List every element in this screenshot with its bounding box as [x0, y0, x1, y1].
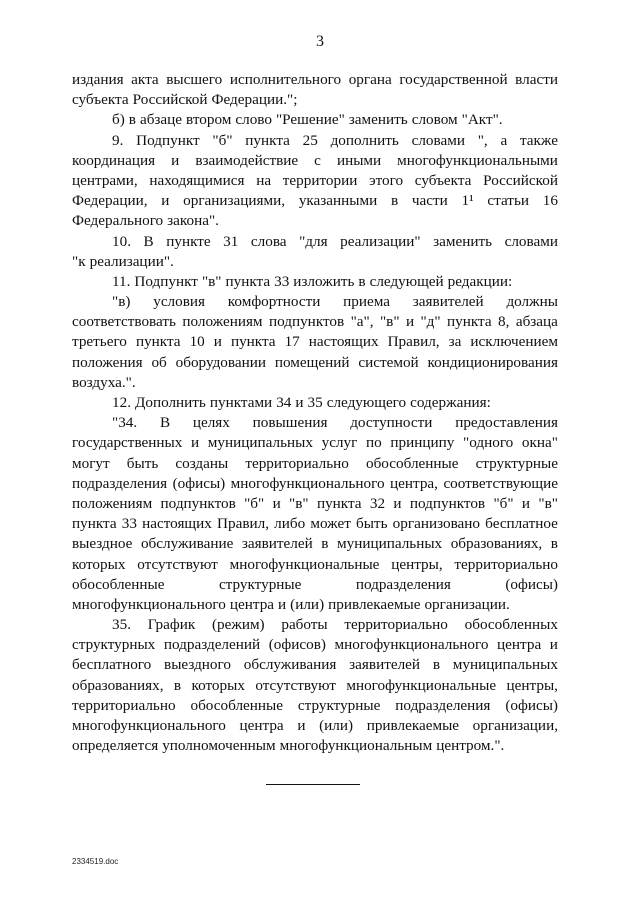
text-word: в — [390, 192, 399, 210]
text-word: дополнить — [330, 131, 399, 149]
text-word: многофункциональными — [397, 151, 558, 169]
text-word: высшего — [166, 71, 223, 88]
text-word: "в" — [538, 494, 558, 512]
text-line — [72, 232, 558, 252]
text-word: и — [297, 717, 306, 734]
text-word: отсутствуют — [137, 555, 218, 573]
text-word: "к — [72, 252, 86, 270]
text-word: выездного — [164, 656, 231, 674]
text-word: (офисов) — [268, 636, 326, 654]
text-line — [72, 575, 558, 595]
text-word: в — [128, 111, 136, 129]
text-line — [72, 736, 558, 756]
text-word: редакции: — [447, 272, 513, 290]
text-line — [72, 353, 558, 373]
text-word: центра, — [390, 474, 438, 492]
text-word: должны — [506, 293, 558, 311]
text-word: может — [310, 515, 351, 533]
text-word: с — [314, 151, 321, 169]
text-word: помещений — [274, 353, 350, 371]
text-word: словами — [411, 131, 465, 149]
text-word: настоящих — [308, 333, 379, 351]
text-word: многофункциональные — [229, 555, 380, 573]
text-word: определяется — [72, 737, 159, 755]
text-word: услуг — [321, 434, 358, 452]
text-word: (режим) — [211, 616, 265, 634]
text-word: структурные — [218, 575, 302, 593]
text-word: Российской — [132, 91, 208, 109]
text-word: в — [358, 272, 366, 290]
text-word: слово — [235, 111, 272, 129]
text-line — [72, 171, 558, 191]
text-line — [72, 494, 558, 514]
text-word: работы — [281, 616, 328, 634]
text-word: закона". — [167, 212, 219, 230]
text-word: 10 — [189, 333, 205, 351]
text-word: обслуживание — [140, 535, 234, 553]
text-word: приема — [343, 293, 391, 311]
page-number: 3 — [316, 33, 324, 50]
text-word: иными — [336, 151, 382, 169]
text-word: издания — [72, 71, 124, 88]
document-file-id: 2334519.doc — [72, 857, 119, 866]
text-word: структурные — [297, 696, 381, 714]
text-word: территориально — [72, 696, 176, 714]
text-word: субъекта — [72, 91, 129, 109]
text-word: доступности — [350, 414, 433, 432]
text-word: "в" — [379, 313, 400, 331]
text-word: выездное — [72, 535, 133, 553]
text-word: и — [213, 333, 222, 351]
text-word: Российской — [483, 171, 558, 189]
text-line — [72, 676, 558, 696]
text-word: "одного — [463, 434, 514, 452]
text-word: словами — [504, 232, 558, 250]
text-word: (или) — [319, 717, 354, 734]
text-word: бесплатного — [72, 656, 152, 674]
text-word: центра — [229, 595, 275, 613]
text-word: уполномоченным — [162, 737, 276, 755]
text-line — [72, 635, 558, 655]
text-line — [72, 90, 558, 110]
text-word: Правил, — [387, 333, 440, 351]
text-word: территориально — [454, 555, 558, 573]
text-word: пункте — [166, 232, 211, 250]
text-word: и — [278, 595, 287, 613]
text-word: центра — [239, 717, 284, 734]
text-word: 11. — [112, 272, 131, 290]
text-word: (офисы) — [505, 696, 558, 714]
text-line — [72, 131, 558, 151]
text-line — [72, 696, 558, 716]
text-word: акта — [131, 71, 159, 88]
text-word: территориально — [344, 616, 448, 634]
text-word: "б" — [244, 494, 265, 512]
text-word: 8, — [498, 313, 510, 331]
text-word: окна" — [521, 434, 558, 452]
text-word: 33 — [274, 272, 290, 290]
text-word: многофункционального — [72, 717, 226, 734]
text-line — [72, 595, 558, 615]
text-word: Дополнить — [134, 394, 206, 411]
text-word: пункта — [447, 313, 492, 331]
text-word: и — [190, 434, 200, 452]
text-word: обслуживания — [243, 656, 337, 674]
text-word: абзаца — [515, 313, 558, 331]
text-word: отсутствуют — [255, 676, 336, 694]
text-word: бесплатное — [485, 515, 558, 533]
text-word: этого — [369, 171, 404, 189]
text-word: Федерального — [72, 212, 164, 230]
text-word: целях — [192, 414, 230, 432]
text-word: части — [411, 192, 448, 210]
text-word: обособленные — [190, 696, 283, 714]
text-word: центром.". — [436, 737, 505, 755]
text-word: "а", — [350, 313, 374, 331]
text-word: и — [549, 636, 558, 654]
text-word: власти — [515, 71, 558, 88]
text-word: обособленные — [72, 575, 165, 593]
text-word: ", — [477, 131, 488, 149]
text-word: График — [147, 616, 196, 634]
text-word: "для — [299, 232, 328, 250]
text-word: в — [321, 535, 329, 553]
text-word: б) — [112, 111, 125, 129]
text-word: исключением — [470, 333, 558, 351]
text-word: 32 — [369, 494, 386, 512]
text-line — [72, 454, 558, 474]
text-word: которых — [72, 555, 126, 573]
text-word: быть — [126, 454, 159, 472]
text-word: в — [173, 676, 182, 694]
text-word: государственной — [399, 71, 508, 88]
text-line — [72, 655, 558, 675]
text-word: муниципальных — [337, 535, 443, 553]
text-word: следующей — [369, 272, 444, 290]
text-word: 31 — [223, 232, 239, 250]
text-word: муниципальных — [452, 656, 558, 674]
text-word: привлекаемые — [366, 717, 460, 734]
text-word: многофункциональным — [279, 737, 433, 755]
text-word: словом — [411, 111, 458, 129]
text-word: Подпункт — [134, 272, 198, 290]
text-line — [72, 555, 558, 575]
text-word: заявителей — [412, 293, 484, 311]
text-word: и — [171, 151, 180, 169]
text-word: следующего — [326, 394, 407, 411]
text-word: на — [256, 171, 272, 189]
text-word: Федерации, — [72, 192, 148, 210]
text-word: пункта — [245, 131, 290, 149]
text-word: быть — [356, 515, 388, 533]
text-word: структурные — [475, 454, 558, 472]
text-word: находящимися — [149, 171, 245, 189]
text-word: "в" — [289, 494, 309, 512]
text-word: пункта — [225, 272, 271, 290]
text-word: 10. — [112, 232, 131, 250]
text-word: положениям — [182, 313, 263, 331]
text-word: об — [151, 353, 167, 371]
text-word: заменить — [433, 232, 493, 250]
text-word: субъекта — [414, 171, 472, 189]
text-word: В — [143, 232, 154, 250]
text-word: "Решение" — [275, 111, 345, 129]
text-word: слова — [250, 232, 287, 250]
text-word: повышения — [252, 414, 328, 432]
text-word: могут — [72, 454, 110, 472]
text-word: 17 — [284, 333, 300, 351]
text-word: государственных — [72, 434, 183, 452]
text-word: подразделений — [163, 636, 261, 654]
text-word: координация — [72, 151, 156, 169]
text-word: реализации". — [89, 252, 174, 270]
text-line — [72, 151, 558, 171]
document-body — [72, 70, 558, 756]
text-word: заявителей — [349, 656, 421, 674]
text-word: "б" — [493, 494, 514, 512]
text-word: организовано — [392, 515, 481, 533]
text-word: В — [159, 414, 171, 432]
text-word: многофункционального — [230, 474, 385, 492]
text-word: многофункционального — [334, 636, 489, 654]
text-word: подпунктов — [409, 494, 486, 512]
text-word: исполнительного — [229, 71, 342, 88]
text-word: положения — [72, 353, 143, 371]
end-separator-line — [266, 784, 360, 785]
text-word: территориально — [245, 454, 349, 472]
text-word: соответствующие — [443, 474, 558, 492]
text-word: принципу — [390, 434, 455, 452]
text-word: 9. — [112, 131, 124, 149]
text-word: также — [519, 131, 558, 149]
text-word: настоящих — [142, 515, 212, 533]
text-word: предоставления — [455, 414, 558, 432]
text-word: подразделения — [395, 696, 491, 714]
text-word: обособленные — [365, 454, 459, 472]
text-line — [72, 110, 558, 130]
text-word: (офисы) — [172, 474, 226, 492]
text-word: "34. — [112, 414, 138, 432]
text-word: пункта — [230, 333, 276, 351]
text-word: третьего — [72, 333, 127, 351]
text-word: кондиционирования — [427, 353, 558, 371]
text-word: центры, — [391, 555, 443, 573]
text-word: статьи — [487, 192, 529, 210]
text-word: центры, — [506, 676, 558, 694]
text-word: "в) — [112, 293, 131, 311]
text-word: и — [393, 494, 402, 512]
text-word: муниципальных — [207, 434, 313, 452]
text-word: за — [448, 333, 462, 351]
text-word: оборудовании — [175, 353, 267, 371]
text-word: Правил, — [217, 515, 269, 533]
text-word: подпунктов — [268, 313, 345, 331]
text-word: (офисы) — [505, 575, 558, 593]
text-line — [72, 332, 558, 352]
text-line — [72, 615, 558, 635]
text-word: взаимодействие — [195, 151, 299, 169]
text-word: в — [550, 535, 558, 553]
text-word: подразделения — [355, 575, 451, 593]
text-word: пункта — [316, 494, 362, 512]
text-line — [72, 211, 558, 231]
text-word: организациями, — [183, 192, 286, 210]
text-line — [72, 393, 558, 413]
text-word: подпунктов — [160, 494, 236, 512]
text-word: органа — [348, 71, 392, 88]
text-word: (или) — [290, 595, 325, 613]
text-word: изложить — [293, 272, 355, 290]
text-word: организации. — [424, 595, 510, 613]
text-word: а — [500, 131, 508, 149]
text-word: многофункциональные — [346, 676, 497, 694]
text-word: "Акт". — [461, 111, 503, 129]
text-word: обособленных — [464, 616, 558, 634]
text-word: многофункционального — [72, 595, 226, 613]
text-word: подразделения — [72, 474, 168, 492]
text-word: и — [405, 313, 415, 331]
text-word: 1¹ — [461, 192, 474, 210]
text-word: абзаце — [139, 111, 183, 129]
text-line — [72, 514, 558, 534]
text-word: системой — [358, 353, 419, 371]
text-word: которых — [191, 676, 245, 694]
text-line — [72, 191, 558, 211]
text-word: Федерации."; — [211, 91, 298, 109]
text-word: Подпункт — [136, 131, 200, 149]
text-word: и — [295, 394, 304, 411]
text-word: условия — [153, 293, 206, 311]
text-word: 12. — [112, 394, 131, 411]
text-word: центрами, — [72, 171, 138, 189]
text-word: содержания: — [410, 394, 491, 411]
text-word: пункта — [135, 333, 181, 351]
text-word: структурных — [72, 636, 156, 654]
text-word: 33 — [121, 515, 137, 533]
text-word: пунктами — [209, 394, 273, 411]
text-word: 35. — [112, 616, 131, 634]
text-line — [72, 716, 558, 736]
text-line — [72, 312, 558, 332]
text-word: и — [521, 494, 531, 512]
text-word: организации, — [472, 717, 558, 734]
text-word: реализации" — [340, 232, 421, 250]
text-word: 34 — [276, 394, 292, 411]
text-word: пункта — [72, 515, 117, 533]
text-word: заменить — [348, 111, 408, 129]
text-word: заявителей — [241, 535, 313, 553]
text-line — [72, 272, 558, 292]
text-word: либо — [274, 515, 306, 533]
text-word: образованиях, — [450, 535, 543, 553]
text-line — [72, 292, 558, 312]
text-word: "в" — [201, 272, 222, 290]
text-word: соответствовать — [72, 313, 176, 331]
text-word: и — [272, 494, 281, 512]
text-word: по — [366, 434, 382, 452]
text-line — [72, 433, 558, 453]
text-word: 25 — [302, 131, 318, 149]
text-word: 16 — [542, 192, 558, 210]
text-line — [72, 474, 558, 494]
text-word: положениям — [72, 494, 153, 512]
text-word: воздуха.". — [72, 373, 136, 391]
text-word: втором — [186, 111, 232, 129]
text-word: в — [432, 656, 440, 674]
text-word: 35 — [307, 394, 323, 411]
text-word: созданы — [175, 454, 229, 472]
text-word: "д" — [420, 313, 441, 331]
text-line — [72, 534, 558, 554]
text-line — [72, 413, 558, 433]
text-word: привлекаемые — [328, 595, 421, 613]
text-word: центра — [497, 636, 542, 654]
text-word: комфортности — [227, 293, 321, 311]
text-word: территории — [282, 171, 358, 189]
text-word: образованиях, — [72, 676, 164, 694]
text-line — [72, 373, 558, 393]
text-word: и — [161, 192, 170, 210]
text-word: "б" — [212, 131, 233, 149]
text-line — [72, 252, 558, 272]
text-word: указанными — [298, 192, 378, 210]
text-line — [72, 70, 558, 90]
